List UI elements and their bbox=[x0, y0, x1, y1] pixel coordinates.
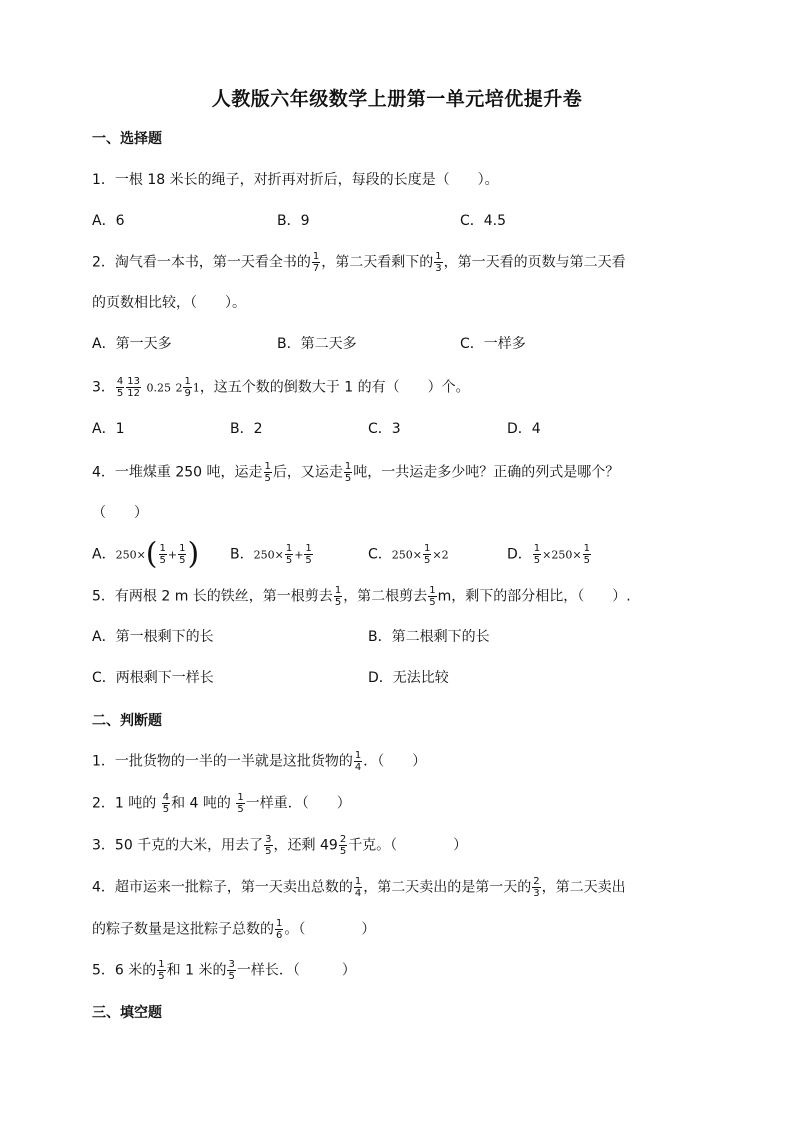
fraction: $\frac{1}{5}$ bbox=[158, 959, 165, 982]
fraction: $\frac{3}{5}$ bbox=[228, 959, 235, 982]
fraction: $\frac{1}{5}$ bbox=[334, 585, 342, 608]
section-heading-judge: 二、判断题 bbox=[92, 713, 162, 729]
judge-4-line2: 的粽子数量是这批粽子总数的 $\frac{1}{6}$ 。（ ） bbox=[92, 918, 376, 941]
section-heading-fill: 三、填空题 bbox=[92, 1005, 162, 1021]
fraction: $\frac{13}{12}$ bbox=[127, 376, 141, 399]
q2-option-c: C．一样多 bbox=[460, 336, 526, 352]
q5-option-a: A．第一根剩下的长 bbox=[92, 629, 214, 645]
q1-option-a: A．6 bbox=[92, 213, 125, 229]
fraction: $\frac{4}{5}$ bbox=[162, 792, 170, 815]
fraction: $\frac{1}{5}$ bbox=[264, 461, 271, 484]
fraction: $\frac{1}{4}$ bbox=[354, 876, 362, 899]
judge-1: 1．一批货物的一半的一半就是这批货物的 $\frac{1}{4}$ ．（ ） bbox=[92, 750, 427, 773]
fraction: $\frac{2}{5}$ bbox=[339, 834, 347, 857]
q3-option-a: A．1 bbox=[92, 421, 125, 437]
judge-5: 5．6 米的 $\frac{1}{5}$ 和 1 米的 $\frac{3}{5}$ 一样长．（ ） bbox=[92, 959, 356, 982]
fraction: $\frac{2}{3}$ bbox=[533, 876, 540, 899]
q3-option-c: C．3 bbox=[368, 421, 401, 437]
question-4-line2: （ ） bbox=[92, 505, 148, 521]
question-2-line2: 的页数相比较，（ ）。 bbox=[92, 295, 246, 311]
question-5: 5．有两根 2 m 长的铁丝，第一根剪去 $\frac{1}{5}$ ，第二根剪去 $\frac{1}{5}$ m，剩下的部分相比，（ ）. bbox=[92, 585, 631, 608]
q4-option-a: A．250×( $\frac{1}{5}$ + $\frac{1}{5}$ ) bbox=[92, 536, 200, 572]
fraction: $\frac{1}{7}$ bbox=[312, 251, 320, 274]
question-2: 2．淘气看一本书，第一天看全书的 $\frac{1}{7}$ ，第二天看剩下的 $\frac{1}{3}$ ，第一天看的页数与第二天看 bbox=[92, 251, 626, 274]
judge-4: 4．超市运来一批粽子，第一天卖出总数的 $\frac{1}{4}$ ，第二天卖出的是第一天的 $\frac{2}{3}$ ，第二天卖出 bbox=[92, 876, 626, 899]
q4-option-d: D． $\frac{1}{5}$ ×250× $\frac{1}{5}$ bbox=[507, 543, 590, 566]
page-title: 人教版六年级数学上册第一单元培优提升卷 bbox=[211, 88, 583, 110]
q2-option-a: A．第一天多 bbox=[92, 336, 172, 352]
q5-option-b: B．第二根剩下的长 bbox=[368, 629, 490, 645]
fraction: $\frac{1}{5}$ bbox=[237, 792, 244, 815]
q2-option-b: B．第二天多 bbox=[277, 336, 357, 352]
question-1: 1．一根 18 米长的绳子，对折再对折后，每段的长度是（ ）。 bbox=[92, 172, 499, 188]
q1-option-c: C．4.5 bbox=[460, 213, 507, 229]
question-4: 4．一堆煤重 250 吨，运走 $\frac{1}{5}$ 后，又运走 $\frac{1}{5}$ 吨，一共运走多少吨？正确的列式是哪个？ bbox=[92, 461, 620, 484]
judge-3: 3．50 千克的大米，用去了 $\frac{3}{5}$ ，还剩 49 $\frac{2}{5}$ 千克。（ ） bbox=[92, 834, 468, 857]
q5-option-c: C．两根剩下一样长 bbox=[92, 670, 214, 686]
fraction: $\frac{1}{3}$ bbox=[435, 251, 442, 274]
fraction: $\frac{4}{5}$ bbox=[116, 376, 124, 399]
judge-2: 2．1 吨的 $\frac{4}{5}$ 和 4 吨的 $\frac{1}{5}$ 一样重．（ ） bbox=[92, 792, 351, 815]
section-heading-choice: 一、选择题 bbox=[92, 131, 162, 147]
fraction: $\frac{1}{9}$ bbox=[184, 376, 191, 399]
fraction: $\frac{1}{5}$ bbox=[344, 461, 352, 484]
q3-option-d: D．4 bbox=[507, 421, 541, 437]
fraction: $\frac{1}{4}$ bbox=[354, 750, 362, 773]
q1-option-b: B．9 bbox=[277, 213, 310, 229]
q4-option-b: B．250× $\frac{1}{5}$ + $\frac{1}{5}$ bbox=[230, 543, 312, 566]
fraction: $\frac{1}{5}$ bbox=[429, 585, 436, 608]
fraction: $\frac{1}{6}$ bbox=[276, 918, 283, 941]
fraction: $\frac{3}{5}$ bbox=[265, 834, 272, 857]
q4-option-c: C．250× $\frac{1}{5}$ ×2 bbox=[368, 543, 449, 566]
q3-option-b: B．2 bbox=[230, 421, 263, 437]
question-3: 3． $\frac{4}{5}$ $\frac{13}{12}$ 0.25 2 $\frac{1}{9}$ 1，这五个数的倒数大于 1 的有（ ）个。 bbox=[92, 376, 470, 399]
q5-option-d: D．无法比较 bbox=[368, 670, 449, 686]
